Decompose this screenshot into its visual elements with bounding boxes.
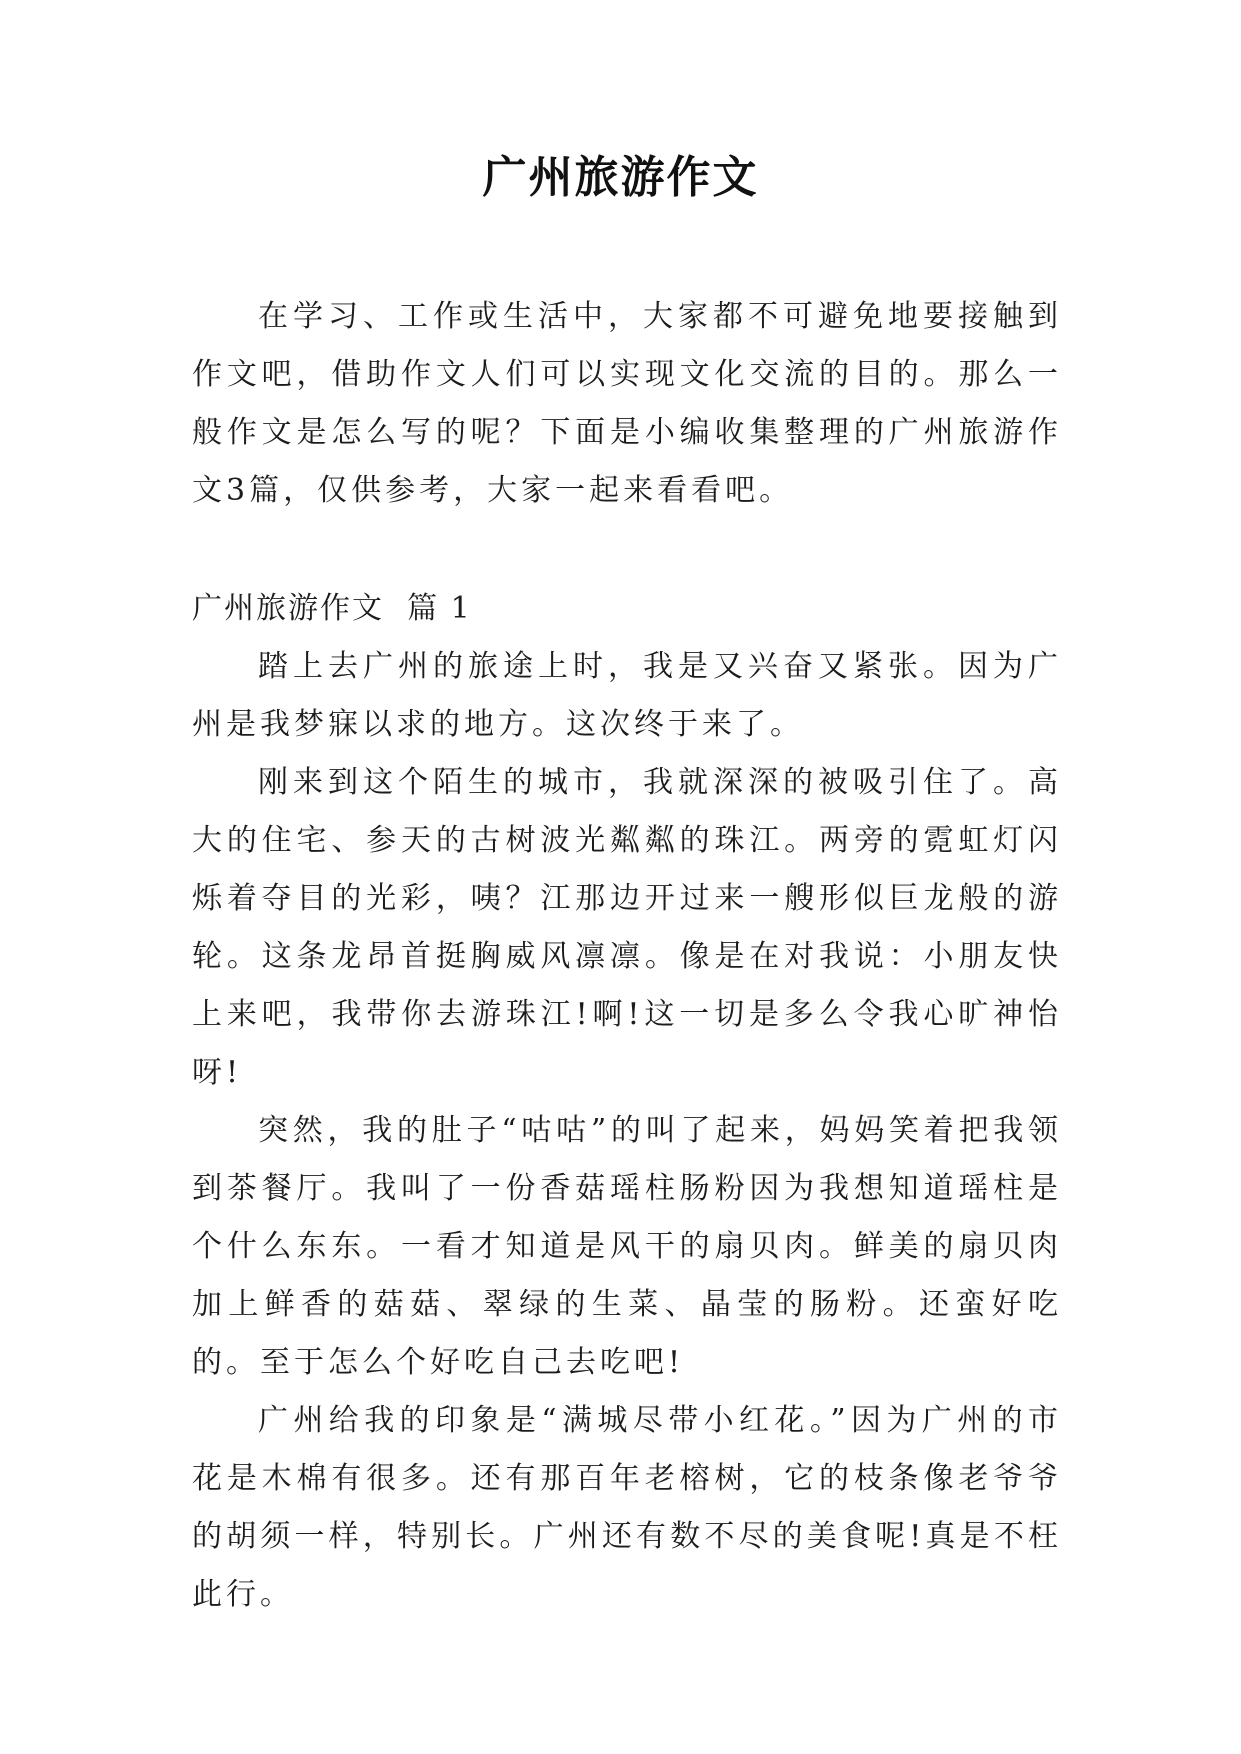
body-paragraph-2: 刚来到这个陌生的城市，我就深深的被吸引住了。高大的住宅、参天的古树波光粼粼的珠江。两旁的霓虹灯闪烁着夺目的光彩，咦？江那边开过来一艘形似巨龙般的游轮。这条龙昂首挺胸威风凛凛。像是在对我说：小朋友快上来吧，我带你去游珠江!啊!这一切是多么令我心旷神怡呀! <box>192 765 1062 1090</box>
intro-paragraph: 在学习、工作或生活中，大家都不可避免地要接触到作文吧，借助作文人们可以实现文化交流的目的。那么一般作文是怎么写的呢？下面是小编收集整理的广州旅游作文3篇，仅供参考，大家一起来看看吧。 <box>192 299 1062 508</box>
document-title: 广州旅游作文 <box>482 152 759 203</box>
body-paragraph-3: 突然，我的肚子“咕咕”的叫了起来，妈妈笑着把我领到茶餐厅。我叫了一份香菇瑶柱肠粉因为我想知道瑶柱是个什么东东。一看才知道是风干的扇贝肉。鲜美的扇贝肉加上鲜香的菇菇、翠绿的生菜、晶莹的肠粉。还蛮好吃的。至于怎么个好吃自己去吃吧! <box>192 1113 1062 1380</box>
essay-section-1 <box>192 580 1062 1624</box>
body-paragraph-1: 踏上去广州的旅途上时，我是又兴奋又紧张。因为广州是我梦寐以求的地方。这次终于来了。 <box>192 649 1062 742</box>
body-paragraph-4: 广州给我的印象是“满城尽带小红花。”因为广州的市花是木棉有很多。还有那百年老榕树，它的枝条像老爷爷的胡须一样，特别长。广州还有数不尽的美食呢!真是不枉此行。 <box>192 1403 1062 1612</box>
section-heading: 广州旅游作文 篇 1 <box>192 591 472 626</box>
document-body <box>192 288 1062 1624</box>
